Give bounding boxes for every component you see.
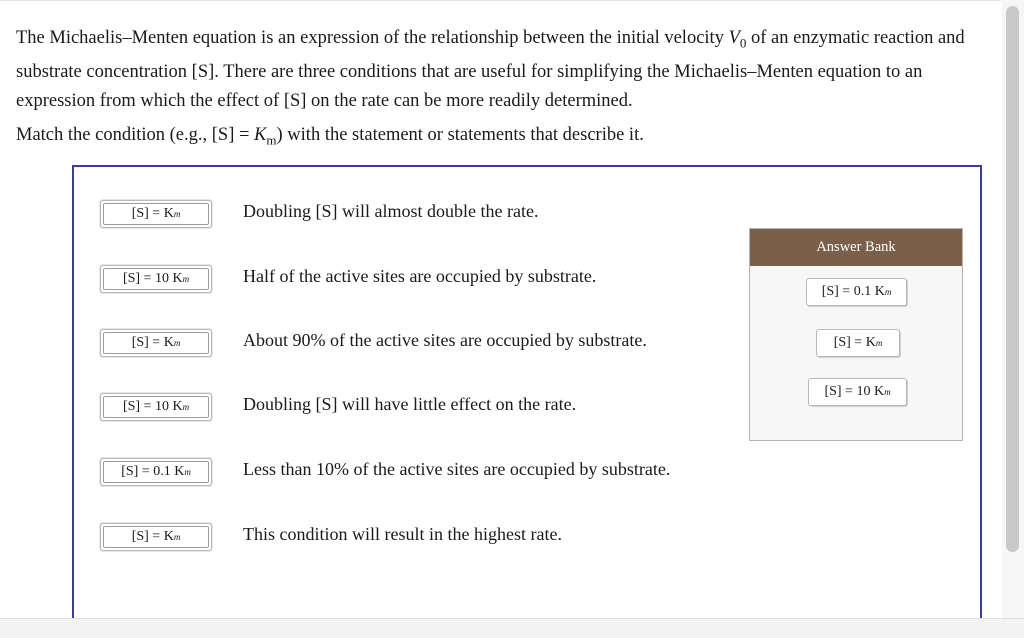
answer-drop-target[interactable]: [100, 200, 212, 228]
answer-drop-target[interactable]: [100, 265, 212, 293]
answer-drop-target[interactable]: [100, 523, 212, 551]
answer-chip-label: [S] = 0.1 K: [121, 464, 185, 479]
bank-chip-label: [S] = 0.1 K: [821, 284, 885, 299]
answer-chip-subscript: m: [184, 467, 191, 477]
answer-chip[interactable]: [103, 461, 209, 483]
answer-bank: [749, 228, 963, 441]
question-instruction: [16, 121, 986, 155]
bank-chip-subscript: m: [875, 338, 883, 348]
bank-chip-label: [S] = 10 K: [824, 384, 885, 399]
answer-drop-target[interactable]: [100, 329, 212, 357]
statement-text: Doubling [S] will almost double the rate.: [243, 201, 539, 221]
answer-chip-subscript: m: [173, 338, 181, 348]
statement-text: Less than 10% of the active sites are occupied by substrate.: [243, 459, 671, 479]
answer-chip-subscript: m: [173, 209, 181, 219]
bottom-bar: [0, 618, 1024, 638]
bank-answer-chip[interactable]: [816, 329, 900, 357]
statement-text: Half of the active sites are occupied by substrate.: [243, 266, 597, 286]
answer-chip-subscript: m: [182, 274, 190, 284]
answer-chip-label: [S] = 10 K: [122, 271, 183, 286]
answer-chip[interactable]: [103, 332, 209, 354]
bank-answer-chip[interactable]: [806, 278, 907, 306]
bank-chip-subscript: m: [884, 387, 891, 397]
answer-chip[interactable]: [103, 203, 209, 225]
instruction-text-b: ) with the statement or statements that describe it.: [276, 125, 644, 145]
answer-chip-label: [S] = 10 K: [122, 399, 183, 414]
bank-answer-chip[interactable]: [808, 378, 907, 406]
velocity-symbol: V: [728, 28, 740, 48]
statement-text: Doubling [S] will have little effect on the rate.: [243, 394, 577, 414]
km-subscript: m: [266, 132, 277, 148]
answer-bank-title: Answer Bank: [750, 229, 962, 266]
answer-chip[interactable]: [103, 268, 209, 290]
statement-text: About 90% of the active sites are occupied by substrate.: [243, 330, 647, 350]
answer-drop-target[interactable]: [100, 458, 212, 486]
scrollbar-thumb[interactable]: [1006, 6, 1019, 552]
answer-chip-label: [S] = K: [131, 335, 174, 350]
answer-chip[interactable]: [103, 526, 209, 548]
answer-drop-target[interactable]: [100, 393, 212, 421]
question-intro: [16, 24, 986, 116]
instruction-text-a: Match the condition (e.g., [S] =: [16, 125, 255, 145]
answer-chip-subscript: m: [173, 532, 181, 542]
bank-chip-label: [S] = K: [833, 335, 876, 350]
intro-text-b: of an enzymatic reaction and substrate concentration [S]. There are three conditions that are useful for simplifying the Michaelis–Menten equation to an expression from which the effect of [S] on the rate can be more readily determined.: [16, 28, 965, 111]
answer-chip[interactable]: [103, 396, 209, 418]
km-symbol: K: [254, 125, 267, 145]
intro-text-a: The Michaelis–Menten equation is an expression of the relationship between the initial velocity: [16, 28, 729, 48]
velocity-subscript: 0: [739, 35, 747, 51]
answer-chip-label: [S] = K: [131, 529, 174, 544]
answer-chip-label: [S] = K: [131, 206, 174, 221]
bank-chip-subscript: m: [884, 287, 892, 297]
answer-chip-subscript: m: [182, 402, 190, 412]
statement-text: This condition will result in the highest rate.: [243, 524, 562, 544]
